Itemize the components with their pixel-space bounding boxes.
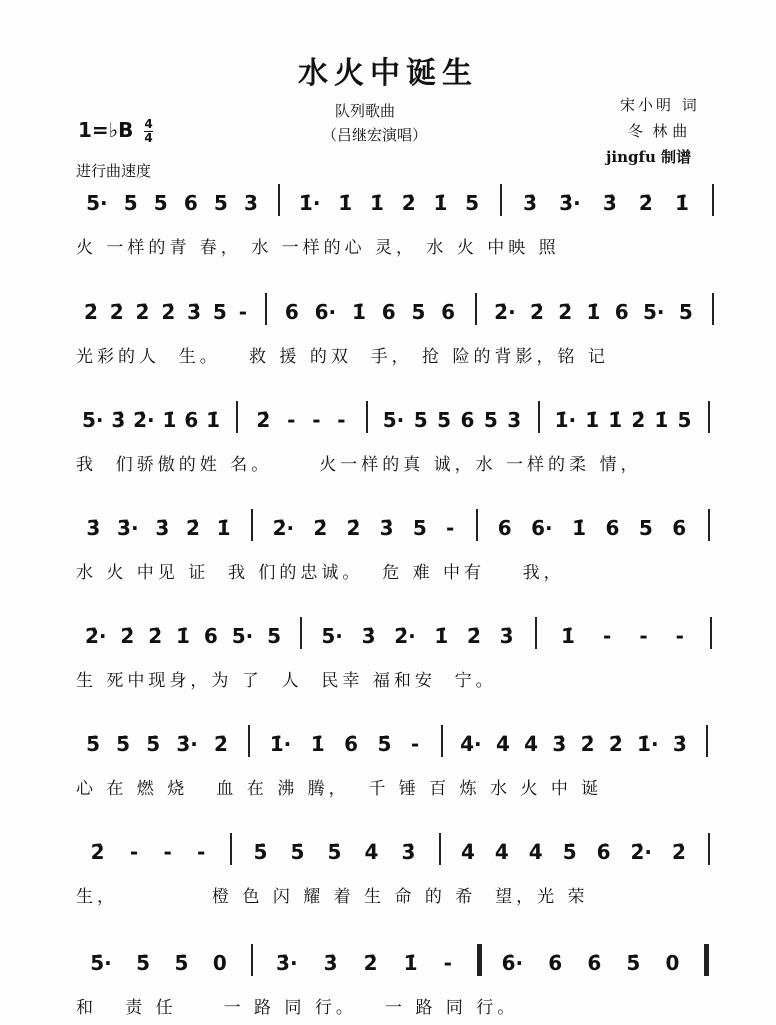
time-signature bbox=[144, 118, 152, 145]
lyric-line: 和 责 任 一 路 同 行。 一 路 同 行。 bbox=[76, 998, 519, 1018]
measure bbox=[78, 403, 224, 433]
note: - bbox=[639, 624, 648, 648]
note: 4̇ bbox=[494, 840, 509, 864]
note: 3̇ bbox=[552, 732, 567, 756]
key-signature bbox=[78, 118, 153, 145]
note: - bbox=[238, 300, 248, 324]
note: 1̇ bbox=[608, 408, 623, 432]
measure bbox=[489, 946, 692, 976]
note: 2̇ bbox=[135, 300, 150, 324]
note: 1̇ bbox=[433, 191, 448, 215]
note: 1̇ bbox=[351, 300, 366, 324]
note: 6̇ bbox=[596, 840, 611, 864]
note: 4̇ bbox=[460, 840, 475, 864]
note: 2̇ bbox=[631, 408, 646, 432]
note: 5 bbox=[483, 408, 498, 432]
measure bbox=[488, 511, 696, 541]
note: 0 bbox=[212, 951, 227, 975]
note: 4̇ bbox=[528, 840, 543, 864]
tempo-marking: 进行曲速度 bbox=[76, 162, 152, 180]
note: 5 bbox=[212, 300, 227, 324]
note: 3̇· bbox=[117, 516, 139, 540]
note: 1̇ bbox=[674, 191, 689, 215]
note: 0 bbox=[665, 951, 680, 975]
measure bbox=[547, 619, 698, 649]
note: 5· bbox=[81, 408, 104, 432]
barline bbox=[441, 725, 443, 757]
note: 3̇ bbox=[602, 191, 617, 215]
note: 1̇ bbox=[176, 624, 190, 648]
note: 6· bbox=[314, 300, 337, 324]
measure bbox=[78, 511, 239, 541]
barline bbox=[500, 184, 502, 216]
note: 5̇ bbox=[174, 951, 189, 975]
note: 1̇ bbox=[434, 624, 449, 648]
note: 1̇ bbox=[206, 408, 221, 432]
measure bbox=[78, 295, 253, 325]
note: 3̇ bbox=[323, 951, 338, 975]
note: 5 bbox=[413, 408, 428, 432]
note: 6 bbox=[441, 300, 456, 324]
note: 2̇ bbox=[467, 624, 481, 648]
note: 3̇ bbox=[523, 191, 537, 215]
note: 2̇ bbox=[580, 732, 595, 756]
note: - bbox=[602, 624, 612, 648]
note: 2̇ bbox=[401, 191, 416, 215]
note: 5̇ bbox=[290, 840, 305, 864]
note: 6̇ bbox=[344, 732, 359, 756]
note: 1̇ bbox=[338, 191, 353, 215]
note: 5̇· bbox=[90, 951, 112, 975]
note: 1̇· bbox=[298, 191, 321, 215]
note: - bbox=[445, 516, 455, 540]
note: 1̇· bbox=[269, 732, 292, 756]
note: 1̇ bbox=[572, 516, 587, 540]
note: 3 bbox=[243, 191, 258, 215]
note: 2̇ bbox=[83, 300, 98, 324]
note: 5 bbox=[153, 191, 168, 215]
measure bbox=[78, 835, 218, 865]
note: 2̇ bbox=[90, 840, 105, 864]
final-barline bbox=[704, 944, 709, 976]
note: 5̇ bbox=[562, 840, 577, 864]
barline bbox=[265, 293, 267, 325]
note: 2̇· bbox=[133, 408, 155, 432]
note: 6̇ bbox=[548, 951, 563, 975]
barline bbox=[712, 184, 714, 216]
note: 6 bbox=[284, 300, 299, 324]
measure bbox=[78, 727, 236, 757]
lyricist-credit: 宋小明 词 bbox=[620, 96, 700, 114]
note: 6̇· bbox=[501, 951, 524, 975]
measure bbox=[451, 835, 696, 865]
note: 2̇ bbox=[148, 624, 163, 648]
note: 3 bbox=[507, 408, 522, 432]
note: 3̇· bbox=[559, 191, 581, 215]
note: 3̇ bbox=[86, 516, 101, 540]
measure bbox=[260, 727, 429, 757]
note: 2̇· bbox=[394, 624, 416, 648]
note: - bbox=[129, 840, 139, 864]
note: 5 bbox=[213, 191, 228, 215]
barline bbox=[251, 509, 253, 541]
note: - bbox=[337, 408, 346, 432]
measure bbox=[312, 619, 523, 649]
note: 6 bbox=[614, 300, 629, 324]
note: 2̇ bbox=[346, 516, 361, 540]
note: - bbox=[287, 408, 296, 432]
measure bbox=[277, 295, 463, 325]
note: 1̇ bbox=[586, 300, 601, 324]
note: 4̇ bbox=[364, 840, 379, 864]
note: 2̇ bbox=[161, 300, 176, 324]
note: 6 bbox=[183, 191, 198, 215]
note: 5· bbox=[321, 624, 343, 648]
note: - bbox=[675, 624, 684, 648]
note: 5· bbox=[382, 408, 405, 432]
note: 2̇· bbox=[84, 624, 107, 648]
note: 1̇ bbox=[310, 732, 325, 756]
note: 5 bbox=[123, 191, 138, 215]
note: 3̇ bbox=[379, 516, 394, 540]
note: 5̇ bbox=[86, 732, 100, 756]
lyric-line: 我 们骄傲的姓 名。 火一样的真 诚，水 一样的柔 情， bbox=[76, 455, 642, 475]
note: 2̇ bbox=[109, 300, 124, 324]
lyric-line: 火 一样的青 春， 水 一样的心 灵， 水 火 中映 照 bbox=[76, 238, 560, 258]
barline bbox=[230, 833, 232, 865]
note: 5̇ bbox=[146, 732, 161, 756]
lyric-line: 光彩的人 生。 救 援 的双 手， 抢 险的背影，铭 记 bbox=[76, 347, 609, 367]
note: 1̇ bbox=[216, 516, 231, 540]
barline bbox=[475, 293, 477, 325]
barline bbox=[439, 833, 441, 865]
note: 2̇ bbox=[256, 408, 271, 432]
note: 3̇· bbox=[176, 732, 198, 756]
note: 5· bbox=[231, 624, 254, 648]
key-label: 1=♭B bbox=[78, 118, 134, 142]
note: 2̇· bbox=[494, 300, 516, 324]
note: 3̇ bbox=[401, 840, 416, 864]
note: 5 bbox=[412, 516, 427, 540]
note: 1̇ bbox=[654, 408, 669, 432]
note: 5̇ bbox=[377, 732, 392, 756]
measure bbox=[78, 619, 288, 649]
note: 6 bbox=[672, 516, 687, 540]
note: 6 bbox=[460, 408, 475, 432]
barline bbox=[476, 509, 478, 541]
note: 5̇ bbox=[327, 840, 342, 864]
barline bbox=[712, 293, 714, 325]
barline bbox=[708, 401, 710, 433]
note: 5 bbox=[267, 624, 282, 648]
song-title: 水火中诞生 bbox=[298, 56, 478, 91]
note: 2̇ bbox=[363, 951, 378, 975]
note: 3̇ bbox=[361, 624, 376, 648]
note: 5 bbox=[678, 300, 693, 324]
note: 3̇· bbox=[276, 951, 298, 975]
note: 3̇ bbox=[111, 408, 126, 432]
barline bbox=[300, 617, 302, 649]
measure bbox=[78, 186, 266, 216]
measure bbox=[263, 946, 465, 976]
performer: （吕继宏演唱） bbox=[322, 126, 428, 144]
note: 6 bbox=[381, 300, 396, 324]
note: 5̇ bbox=[136, 951, 151, 975]
note: 6· bbox=[531, 516, 553, 540]
measure bbox=[453, 727, 694, 757]
note: 2̇ bbox=[120, 624, 135, 648]
measure bbox=[487, 295, 700, 325]
note: 5 bbox=[638, 516, 653, 540]
note: 5̇ bbox=[626, 951, 641, 975]
barline bbox=[535, 617, 537, 649]
note: 2̇· bbox=[630, 840, 653, 864]
note: 2̇ bbox=[530, 300, 544, 324]
note: 4̇ bbox=[524, 732, 539, 756]
note: 5̇ bbox=[116, 732, 131, 756]
note: 6 bbox=[184, 408, 199, 432]
note: 1̇ bbox=[561, 624, 575, 648]
note: 3̇ bbox=[672, 732, 687, 756]
note: - bbox=[197, 840, 206, 864]
time-bottom: 4 bbox=[144, 131, 153, 145]
repeat-barline bbox=[477, 944, 482, 976]
lyric-line: 水 火 中见 证 我 们的忠诚。 危 难 中有 我， bbox=[76, 563, 565, 583]
measure bbox=[242, 835, 427, 865]
note: 2̇ bbox=[672, 840, 686, 864]
measure bbox=[290, 186, 488, 216]
note: 4̇ bbox=[495, 732, 510, 756]
note: 1̇· bbox=[554, 408, 577, 432]
note: 1̇ bbox=[369, 191, 384, 215]
note: 2̇ bbox=[185, 516, 200, 540]
transcriber-credit: jingfu 制谱 bbox=[606, 148, 692, 166]
note: 5 bbox=[437, 408, 452, 432]
lyric-line: 生， 橙 色 闪 耀 着 生 命 的 希 望，光 荣 bbox=[76, 887, 589, 907]
note: - bbox=[163, 840, 172, 864]
measure bbox=[512, 186, 700, 216]
composer-credit: 冬 林 曲 bbox=[628, 122, 688, 140]
measure bbox=[263, 511, 464, 541]
barline bbox=[236, 401, 238, 433]
barline bbox=[708, 833, 710, 865]
note: 5 bbox=[677, 408, 692, 432]
note: 2̇ bbox=[213, 732, 228, 756]
note: 3̇ bbox=[155, 516, 170, 540]
note: 1̇ bbox=[403, 951, 418, 975]
note: 2̇ bbox=[313, 516, 328, 540]
note: 3̇ bbox=[499, 624, 514, 648]
note: 1̇· bbox=[637, 732, 659, 756]
barline bbox=[710, 617, 712, 649]
note: 6 bbox=[497, 516, 512, 540]
note: 6̇ bbox=[587, 951, 602, 975]
barline bbox=[538, 401, 540, 433]
barline bbox=[706, 725, 708, 757]
note: 5̇ bbox=[253, 840, 268, 864]
barline bbox=[251, 944, 253, 976]
note: 1̇ bbox=[162, 408, 177, 432]
barline bbox=[248, 725, 250, 757]
barline bbox=[708, 509, 710, 541]
note: 2̇ bbox=[558, 300, 573, 324]
note: 2̇ bbox=[608, 732, 623, 756]
measure bbox=[378, 403, 526, 433]
note: 5 bbox=[411, 300, 426, 324]
barline bbox=[278, 184, 280, 216]
note: 6 bbox=[605, 516, 620, 540]
note: 1̇ bbox=[585, 408, 600, 432]
measure bbox=[550, 403, 696, 433]
time-top: 4 bbox=[144, 117, 153, 131]
note: 5· bbox=[86, 191, 108, 215]
note: 5· bbox=[643, 300, 665, 324]
song-genre: 队列歌曲 bbox=[335, 102, 396, 120]
lyric-line: 心 在 燃 烧 血 在 沸 腾， 千 锤 百 炼 水 火 中 诞 bbox=[76, 779, 603, 799]
note: - bbox=[312, 408, 321, 432]
note: 5 bbox=[465, 191, 480, 215]
barline bbox=[366, 401, 368, 433]
note: 2̇ bbox=[638, 191, 653, 215]
note: 3̇ bbox=[187, 300, 202, 324]
measure bbox=[248, 403, 354, 433]
note: - bbox=[410, 732, 420, 756]
lyric-line: 生 死中现身，为 了 人 民幸 福和安 宁。 bbox=[76, 671, 497, 691]
note: - bbox=[443, 951, 452, 975]
note: 6 bbox=[203, 624, 218, 648]
measure bbox=[78, 946, 239, 976]
note: 2̇· bbox=[272, 516, 295, 540]
note: 4̇· bbox=[460, 732, 482, 756]
